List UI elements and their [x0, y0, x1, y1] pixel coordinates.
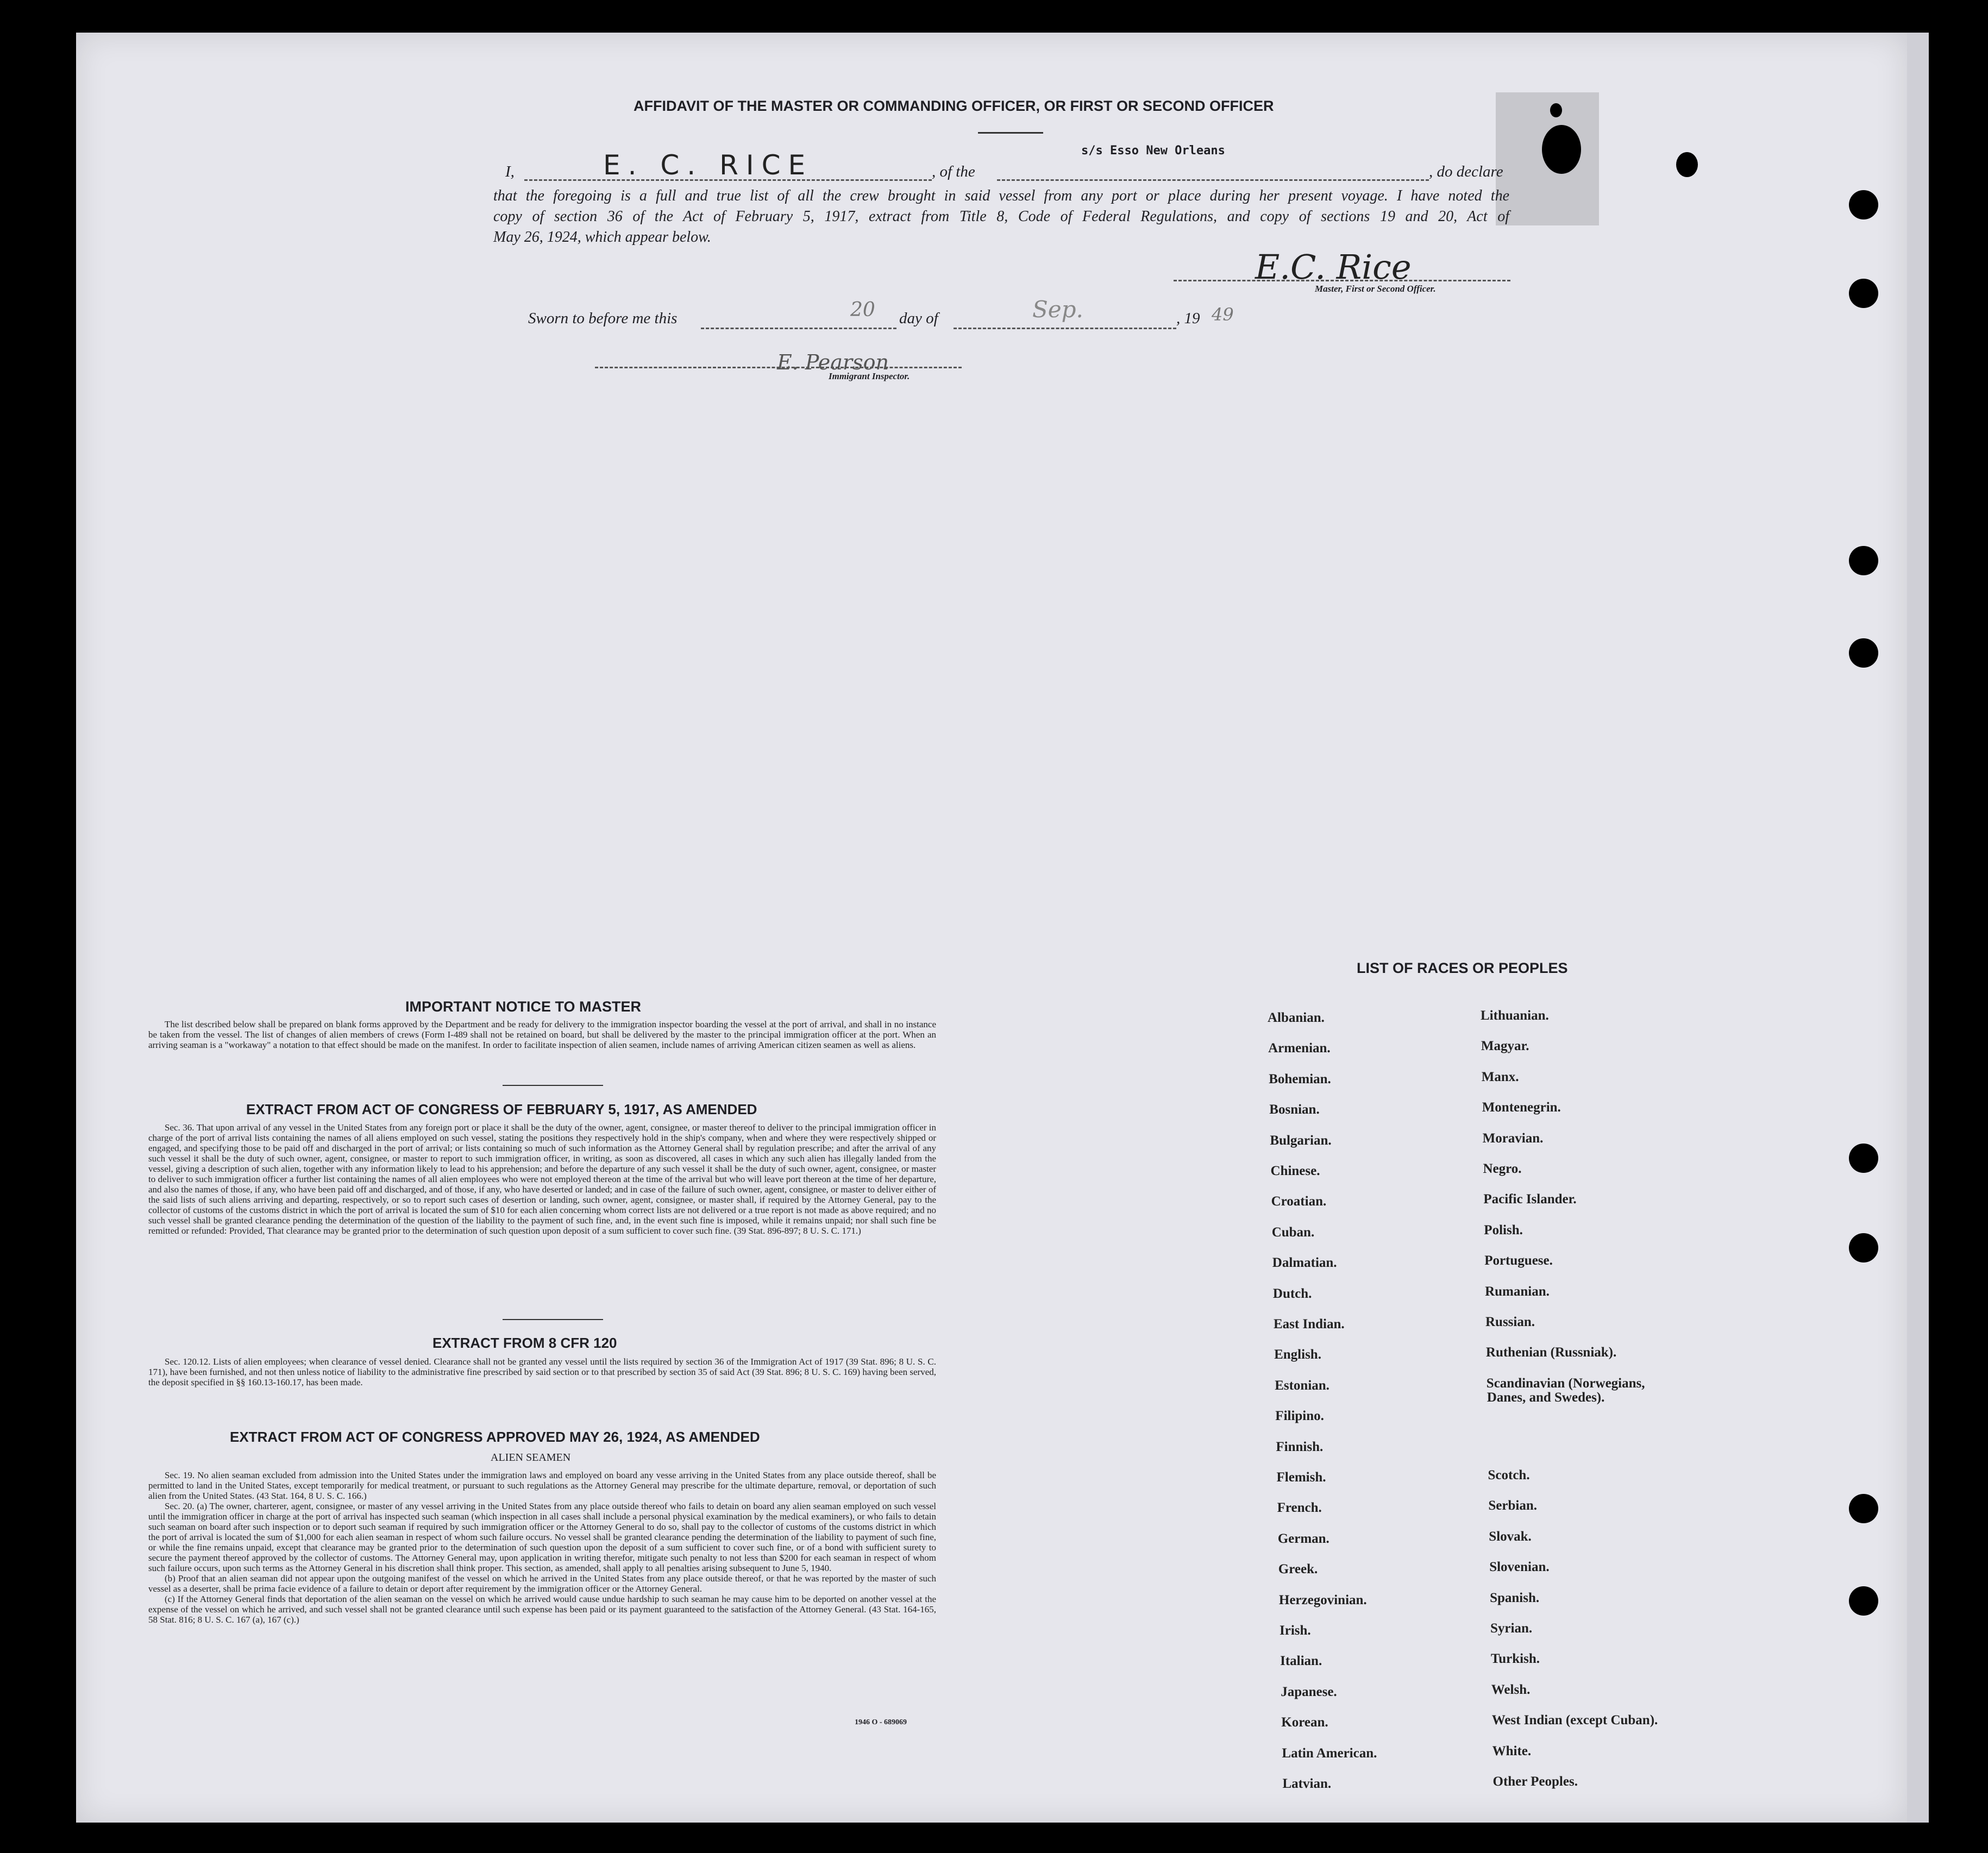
punch-hole — [1849, 1144, 1878, 1173]
section-rule — [503, 1319, 603, 1320]
race-item: East Indian. — [1274, 1317, 1345, 1331]
extract-cfr-paragraph: Sec. 120.12. Lists of alien employees; when clearance of vessel denied. Clearance shall not be granted any vessel until the lists required by section 36 of the Immigration Act of 1917 (39 Stat. 896; 8 U. S. C. 171), have been furnished, and not then unless notice of liability to the administrative fine prescribed by said section or to that prescribed by section 35 of said Act (39 Stat. 896; 8 U. S. C. 169) having been served, the deposit specified in §§ 160.13-160.17, has been made. — [148, 1356, 936, 1387]
year-prefix: , 19 — [1176, 310, 1200, 327]
notice-heading: IMPORTANT NOTICE TO MASTER — [405, 998, 641, 1015]
race-item: Italian. — [1280, 1654, 1322, 1669]
extract-1924-heading: EXTRACT FROM ACT OF CONGRESS APPROVED MAY 26, 1924, AS AMENDED — [230, 1429, 760, 1445]
race-item: West Indian (except Cuban). — [1491, 1713, 1658, 1728]
extract-1917-text — [148, 1122, 936, 1236]
race-item: Lithuanian. — [1481, 1008, 1549, 1023]
statement-line-3: May 26, 1924, which appear below. — [493, 229, 711, 246]
race-item: Slovenian. — [1489, 1560, 1550, 1575]
race-item: Herzegovinian. — [1278, 1592, 1367, 1607]
race-item: Armenian. — [1268, 1041, 1331, 1056]
inspector-caption: Immigrant Inspector. — [829, 371, 910, 381]
extract-cfr-text — [148, 1356, 936, 1387]
race-item: Pacific Islander. — [1483, 1192, 1577, 1207]
race-item: Dutch. — [1272, 1286, 1312, 1301]
section-20a-paragraph: Sec. 20. (a) The owner, charterer, agent, consignee, or master of any vessel arriving in the United States from any place outside thereof who fails to detain on board any alien seaman employed on such vessel until the immigration officer in charge at the port of arrival has inspected such seaman (which inspection in all cases shall include a personal physical examination by the medical examiners), or who fails to detain such seaman on board after such inspection or to deport such seaman if required by such immigration officer or the Attorney General to do so, shall pay to the collector of customs of the customs district in which the port of arrival is located the sum of $1,000 for each alien seaman in respect of whom such failure occurs. No vessel shall be granted clearance pending the determination of the liability to payment of such fine, or while the fine remains unpaid, except that clearance may be granted prior to the determination of such question upon the deposit of a sum sufficient to cover such fine, or of a bond with sufficient surety to secure the payment thereof approved by the collector of customs. The Attorney General may, upon application in writing therefor, mitigate such penalty to not less than $200 for each seaman in respect of whom such failure occurs, upon such terms as the Attorney General in his discretion shall think proper. This section, as amended, shall apply to all penalties arising subsequent to June 5, 1940. — [148, 1501, 936, 1573]
race-item: Negro. — [1483, 1161, 1522, 1176]
affidavit-lead: I, — [505, 163, 515, 180]
extract-1917-paragraph: Sec. 36. That upon arrival of any vessel in the United States from any foreign port or place it shall be the duty of the owner, agent, consignee, or master thereof to deliver to the principal immigration officer in charge of the port of arrival lists containing the names of all aliens employed on such vessel, stating the positions they respectively hold in the ship's company, when and where they were respectively shipped or engaged, and specifying those to be paid off and discharged in the port of arrival; or lists containing so much of such information as the Attorney General shall by regulation prescribe; and after the arrival of any such vessel it shall be the duty of such owner, agent, consignee, or master to report to such immigration officer, in writing, as soon as discovered, all cases in which any such alien has illegally landed from the vessel, giving a description of such alien, together with any information likely to lead to his apprehension; and before the departure of any such vessel it shall be the duty of such owner, agent, consignee, or master to deliver to such immigration officer a further list containing the names of all alien employees who were not employed thereon at the time of the arrival but who will leave port thereon at the time of her departure, and also the names of those, if any, who have been paid off and discharged, and of those, if any, who have deserted or landed; and in case of the failure of such owner, agent, consignee, or master to deliver either of the said lists of such aliens arriving and departing, respectively, or so to report such cases of desertion or landing, such owner, agent, consignee, or master shall, if required by the Attorney General, pay to the collector of customs of the customs district in which the port of arrival is located the sum of $10 for each alien concerning whom correct lists are not delivered or a true report is not made as above required; and no such vessel shall be granted clearance pending the determination of the question of the liability to the payment of such fine, and, in the event such fine is imposed, while it remains unpaid; nor shall such fine be remitted or refunded: Provided, That clearance may be granted prior to the determination of such question upon deposit of a sum sufficient to cover such fine. (39 Stat. 896-897; 8 U. S. C. 171.) — [148, 1122, 936, 1236]
race-item: Finnish. — [1276, 1439, 1324, 1454]
day-of-label: day of — [899, 310, 938, 327]
race-item: Bosnian. — [1269, 1102, 1320, 1117]
race-item: French. — [1277, 1500, 1322, 1516]
affidavit-title: AFFIDAVIT OF THE MASTER OR COMMANDING OFFICER, OR FIRST OR SECOND OFFICER — [634, 98, 1274, 114]
race-item: Albanian. — [1268, 1010, 1325, 1025]
race-item: Flemish. — [1276, 1470, 1326, 1485]
punch-hole — [1849, 190, 1878, 219]
race-item: Scotch. — [1488, 1468, 1530, 1483]
alien-seamen-subheading: ALIEN SEAMEN — [491, 1452, 571, 1463]
race-item: Estonian. — [1275, 1378, 1329, 1393]
name-fill-line — [524, 179, 932, 181]
race-item: Bulgarian. — [1270, 1133, 1332, 1148]
race-item: Latin American. — [1282, 1745, 1377, 1761]
vessel-name: s/s Esso New Orleans — [1081, 144, 1225, 158]
inspector-line — [595, 367, 962, 368]
statement-line-2: copy of section 36 of the Act of February 5, 1917, extract from Title 8, Code of Federal Regulations, and copy of sections 19 and 20, Act of — [493, 208, 1509, 225]
inspector-signature: E. Pearson — [777, 350, 889, 374]
sworn-day-line — [701, 328, 896, 329]
punch-hole — [1849, 546, 1878, 575]
race-item: Cuban. — [1271, 1224, 1315, 1240]
punch-hole — [1849, 638, 1878, 668]
race-item: Manx. — [1481, 1069, 1519, 1084]
sworn-day: 20 — [850, 299, 875, 321]
race-item: Latvian. — [1282, 1776, 1332, 1791]
race-item: English. — [1274, 1347, 1321, 1362]
race-item: Syrian. — [1490, 1621, 1533, 1636]
race-item: Danes, and Swedes). — [1487, 1390, 1605, 1405]
page-edge-strip — [1907, 33, 1929, 1823]
stamp-mark — [1496, 92, 1599, 225]
race-item: Irish. — [1280, 1623, 1311, 1638]
master-signature: E.C. Rice — [1255, 247, 1412, 287]
extract-1917-heading: EXTRACT FROM ACT OF CONGRESS OF FEBRUARY 5, 1917, AS AMENDED — [246, 1101, 757, 1117]
race-item: Japanese. — [1281, 1684, 1337, 1699]
race-item: Magyar. — [1481, 1039, 1529, 1054]
vessel-fill-line — [997, 179, 1429, 181]
race-item: Spanish. — [1490, 1590, 1540, 1605]
race-item: German. — [1277, 1531, 1329, 1546]
race-item: Filipino. — [1275, 1409, 1324, 1424]
statement-line-1: that the foregoing is a full and true list of all the crew brought in said vessel from any port or place during her present voyage. I have noted the — [493, 187, 1509, 204]
races-heading: LIST OF RACES OR PEOPLES — [1357, 960, 1568, 976]
notice-text — [148, 1019, 936, 1050]
race-item: Moravian. — [1482, 1130, 1544, 1146]
race-item: Serbian. — [1488, 1498, 1537, 1513]
punch-hole — [1849, 1494, 1878, 1523]
year-handwritten: 49 — [1212, 304, 1234, 325]
race-item: Dalmatian. — [1272, 1255, 1337, 1271]
do-declare-label: , do declare — [1429, 163, 1503, 180]
section-19-paragraph: Sec. 19. No alien seaman excluded from admission into the United States under the immigration laws and employed on board any vesse arriving in the United States from any place outside thereof, shall be permitted to land in the United States, except temporarily for medical treatment, or pursuant to such regulations as the Attorney General may prescribe for the ultimate departure, removal, or deportation of such alien from the United States. (43 Stat. 164, 8 U. S. C. 166.) — [148, 1470, 936, 1501]
title-rule — [978, 132, 1043, 134]
race-item: White. — [1492, 1743, 1532, 1758]
extract-1924-text — [148, 1470, 936, 1625]
race-item: Welsh. — [1491, 1682, 1531, 1697]
section-20c-paragraph: (c) If the Attorney General finds that deportation of the alien seaman on the vessel on which he arrived would cause undue hardship to such seaman he may cause him to be deported on another vessel at the expense of the vessel on which he arrived, and such vessel shall not be granted clearance until such expense has been paid or its payment guaranteed to the satisfaction of the Attorney General. (43 Stat. 164-165, 58 Stat. 816; 8 U. S. C. 167 (a), 167 (c).) — [148, 1594, 936, 1625]
punch-hole — [1849, 279, 1878, 308]
race-item: Slovak. — [1489, 1529, 1532, 1544]
notice-paragraph: The list described below shall be prepared on blank forms approved by the Department and be ready for delivery to the immigration inspector boarding the vessel at the port of arrival, and shall in no instance be taken from the vessel. The list of changes of alien members of crews (Form I-489 shall not be retained on board, but shall be delivered by the master to the principal immigration officer at the port. When an arriving seaman is a "workaway" a notation to that effect should be made on the manifest. In order to facilitate inspection of alien seamen, include names of arriving American citizen seamen as well as aliens. — [148, 1019, 936, 1050]
race-item: Rumanian. — [1485, 1284, 1550, 1299]
extract-cfr-heading: EXTRACT FROM 8 CFR 120 — [432, 1335, 617, 1351]
signature-caption: Master, First or Second Officer. — [1315, 284, 1436, 294]
sworn-label: Sworn to before me this — [528, 310, 678, 327]
race-item: Greek. — [1278, 1562, 1318, 1577]
race-item: Chinese. — [1270, 1164, 1320, 1178]
signature-line — [1174, 280, 1510, 281]
race-item: Russian. — [1485, 1315, 1535, 1329]
race-item: Ruthenian (Russniak). — [1485, 1345, 1617, 1360]
sworn-month: Sep. — [1032, 296, 1083, 323]
race-item: Portuguese. — [1484, 1253, 1553, 1268]
section-rule — [503, 1085, 603, 1086]
race-item: Turkish. — [1490, 1651, 1540, 1667]
race-item: Montenegrin. — [1482, 1100, 1561, 1115]
punch-hole — [1849, 1233, 1878, 1262]
punch-hole — [1849, 1586, 1878, 1616]
race-item: Korean. — [1281, 1715, 1328, 1730]
race-item: Scandinavian (Norwegians, — [1486, 1375, 1645, 1391]
sworn-month-line — [954, 328, 1176, 329]
race-item: Croatian. — [1271, 1194, 1327, 1209]
race-item: Bohemian. — [1269, 1071, 1331, 1086]
ink-blot — [1676, 152, 1698, 177]
race-item: Polish. — [1484, 1222, 1523, 1238]
print-code: 1946 O - 689069 — [855, 1718, 907, 1726]
race-item: Other Peoples. — [1492, 1774, 1578, 1789]
section-20b-paragraph: (b) Proof that an alien seaman did not appear upon the outgoing manifest of the vessel on which he arrived in the United States from any place outside thereof, or that he was reported by the master of such vessel as a deserter, shall be prima facie evidence of a failure to detain or deport after requirement by the immigration officer or the Attorney General. — [148, 1573, 936, 1594]
of-the-label: , of the — [932, 163, 975, 180]
master-name-handwritten: E. C. RICE — [603, 149, 813, 181]
